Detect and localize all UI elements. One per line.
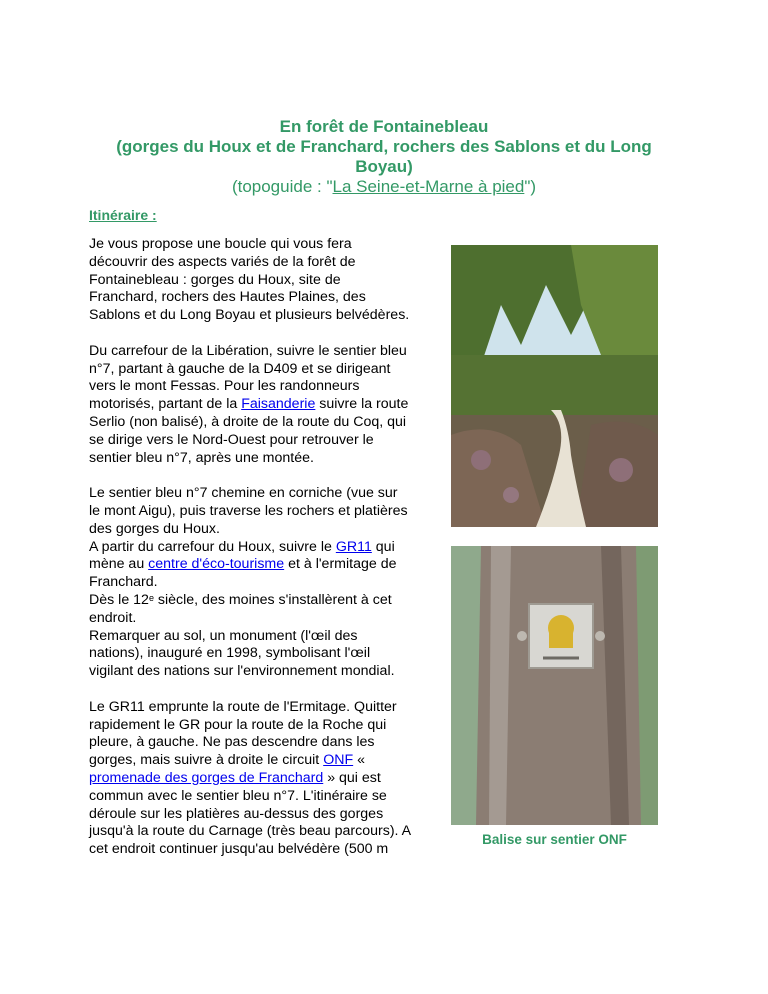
onf-link[interactable]: ONF	[323, 752, 354, 769]
gr11-link[interactable]: GR11	[335, 538, 372, 555]
faisanderie-link[interactable]: Faisanderie	[241, 396, 316, 413]
paragraph-depart: Du carrefour de la Libération, suivre le sentier bleu n°7, partant à gauche de la D409 et se dirigeant vers le mont Fessas. Pour les randonneurs motorisés, partant de la Faisanderie suivre la route Serlio (non balisé), à droite de la route du Coq, qui se dirige vers le Nord-Ouest pour retrouver le sentier bleu n°7, après une montée.	[89, 342, 409, 466]
page-title	[60, 117, 708, 197]
itinerary-text	[89, 236, 411, 877]
photo-caption: Balise sur sentier ONF	[482, 832, 627, 847]
forest-path-photo	[451, 245, 658, 527]
section-heading-itineraire: Itinéraire :	[89, 207, 157, 223]
paragraph-gorges-houx: Le sentier bleu n°7 chemine en corniche (vue sur le mont Aigu), puis traverse les rochers et platières des gorges du Houx. A partir du carrefour du Houx, suivre le GR11 qui mène au centre d'éco-tourisme et à l'ermitage de Franchard. Dès le 12e siècle, des moines s'installèrent à cet endroit. Remarquer au sol, un monument (l'œil des nations), inauguré en 1998, symbolisant l'œil vigilant des nations sur l'environnement mondial.	[89, 485, 408, 680]
eco-tourisme-link[interactable]: centre d'éco-tourisme	[148, 556, 285, 573]
promenade-franchard-link[interactable]: promenade des gorges de Franchard	[89, 769, 324, 786]
title-line-3: Boyau)	[355, 157, 413, 176]
paragraph-intro: Je vous propose une boucle qui vous fera découvrir des aspects variés de la forêt de Fontainebleau : gorges du Houx, site de Franchard, rochers des Hautes Plaines, des Sablons et du Long Boyau et plusieurs belvédères.	[89, 236, 410, 324]
topoguide-reference: (topoguide : "La Seine-et-Marne à pied")	[231, 177, 537, 196]
tree-trunk-photo	[451, 546, 658, 825]
paragraph-ermitage: Le GR11 emprunte la route de l'Ermitage. Quitter rapidement le GR pour la route de la Roche qui pleure, à gauche. Ne pas descendre dans les gorges, mais suivre à droite le circuit ONF « promenade des gorges de Franchard » qui est commun avec le sentier bleu n°7. L'itinéraire se déroule sur les platières au-dessus des gorges jusqu'à la route du Carnage (très beau parcours). A cet endroit continuer jusqu'au belvédère (500 m	[89, 698, 411, 858]
topoguide-link[interactable]: La Seine-et-Marne à pied	[332, 177, 525, 196]
title-line-1: En forêt de Fontainebleau	[279, 117, 489, 136]
title-line-2: (gorges du Houx et de Franchard, rochers des Sablons et du Long	[116, 137, 652, 156]
